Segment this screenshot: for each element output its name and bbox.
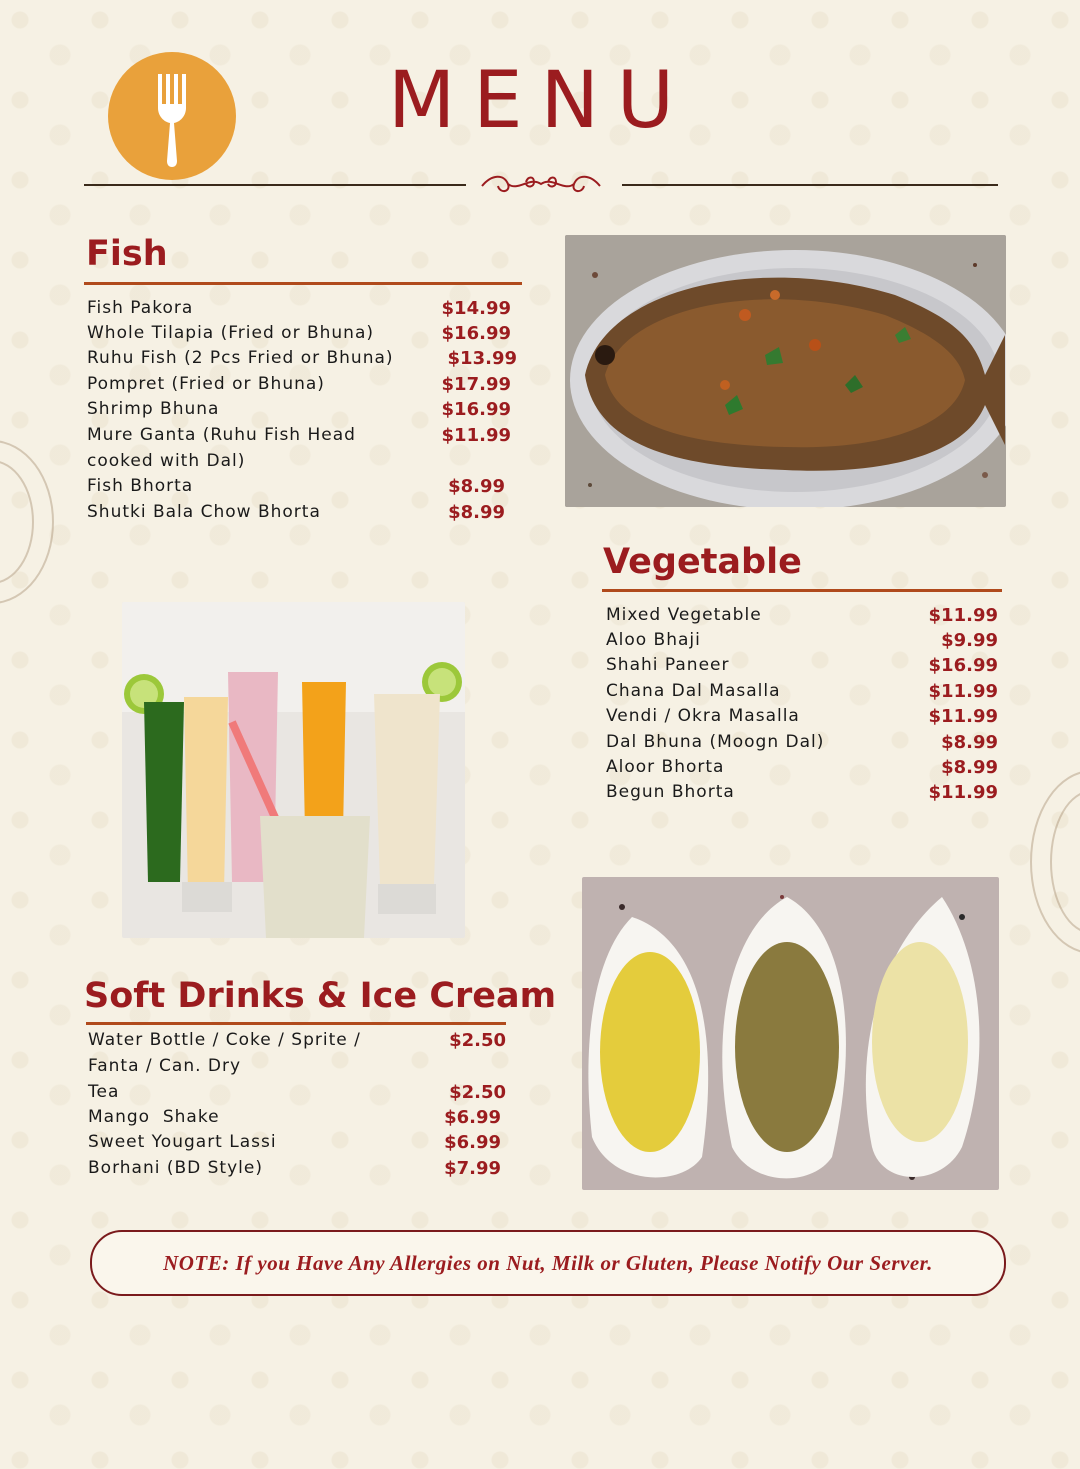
menu-item xyxy=(88,1158,508,1179)
item-name: Aloo Bhaji xyxy=(606,630,701,650)
item-name: Dal Bhuna (Moogn Dal) xyxy=(606,732,825,752)
menu-item xyxy=(606,757,998,778)
item-name: Mixed Vegetable xyxy=(606,605,762,625)
item-name: Vendi / Okra Masalla xyxy=(606,706,800,726)
drinks-section-title: Soft Drinks & Ice Cream xyxy=(84,976,557,1016)
vegetable-menu-list xyxy=(606,605,998,805)
item-name: Shrimp Bhuna xyxy=(87,399,220,419)
vegetable-section-title: Vegetable xyxy=(603,542,802,582)
item-name: Whole Tilapia (Fried or Bhuna) xyxy=(87,323,375,343)
header-rule-left xyxy=(84,184,466,186)
bhorta-plates-image xyxy=(582,877,999,1190)
item-price: $17.99 xyxy=(441,374,511,395)
menu-item xyxy=(88,1132,508,1153)
item-price: $16.99 xyxy=(441,399,511,420)
menu-item xyxy=(606,630,998,651)
fish-section-title: Fish xyxy=(86,234,168,274)
menu-item xyxy=(606,605,998,626)
menu-item xyxy=(87,374,515,395)
item-name: Fanta / Can. Dry xyxy=(88,1056,242,1076)
smoothies-image xyxy=(122,602,465,938)
drinks-photo xyxy=(122,602,465,938)
drinks-menu-list xyxy=(88,1030,508,1185)
item-name: Chana Dal Masalla xyxy=(606,681,781,701)
allergy-note-text: NOTE: If you Have Any Allergies on Nut, Milk or Gluten, Please Notify Our Server. xyxy=(163,1250,933,1275)
item-name: cooked with Dal) xyxy=(87,451,246,471)
item-price: $7.99 xyxy=(444,1158,501,1179)
allergy-note-box xyxy=(90,1230,1006,1296)
item-price: $11.99 xyxy=(928,681,998,702)
item-name: Ruhu Fish (2 Pcs Fried or Bhuna) xyxy=(87,348,394,368)
item-name: Pompret (Fried or Bhuna) xyxy=(87,374,325,394)
item-name: Begun Bhorta xyxy=(606,782,735,802)
bhorta-dishes-photo xyxy=(582,877,999,1190)
menu-item xyxy=(88,1030,508,1051)
item-name: Mure Ganta (Ruhu Fish Head xyxy=(87,425,356,445)
menu-item xyxy=(606,655,998,676)
menu-item xyxy=(606,782,998,803)
menu-item xyxy=(87,451,515,471)
item-price: $8.99 xyxy=(448,476,505,497)
flourish-ornament xyxy=(478,170,604,198)
menu-item xyxy=(88,1082,508,1103)
menu-item xyxy=(88,1107,508,1128)
item-price: $8.99 xyxy=(941,757,998,778)
fried-fish-image xyxy=(565,235,1006,507)
item-name: Water Bottle / Coke / Sprite / xyxy=(88,1030,361,1050)
item-name: Fish Pakora xyxy=(87,298,194,318)
menu-item xyxy=(87,323,515,344)
item-price: $16.99 xyxy=(441,323,511,344)
menu-item xyxy=(87,348,515,369)
menu-item xyxy=(87,298,515,319)
item-name: Tea xyxy=(88,1082,120,1102)
item-price: $8.99 xyxy=(448,502,505,523)
menu-item xyxy=(87,476,515,497)
menu-item xyxy=(87,502,515,523)
menu-item xyxy=(87,425,515,446)
menu-item xyxy=(606,732,998,753)
item-price: $16.99 xyxy=(928,655,998,676)
item-price: $11.99 xyxy=(928,605,998,626)
item-price: $13.99 xyxy=(447,348,517,369)
item-name: Mango Shake xyxy=(88,1107,220,1127)
item-name: Aloor Bhorta xyxy=(606,757,725,777)
drinks-section-rule xyxy=(86,1022,506,1025)
item-price: $11.99 xyxy=(441,425,511,446)
item-price: $9.99 xyxy=(941,630,998,651)
header-rule-right xyxy=(622,184,998,186)
item-name: Sweet Yougart Lassi xyxy=(88,1132,277,1152)
item-name: Shutki Bala Chow Bhorta xyxy=(87,502,321,522)
item-price: $8.99 xyxy=(941,732,998,753)
item-price: $2.50 xyxy=(449,1082,506,1103)
item-price: $6.99 xyxy=(444,1107,501,1128)
fish-dish-photo xyxy=(565,235,1006,507)
page-title: MENU xyxy=(387,56,693,146)
vegetable-section-rule xyxy=(602,589,1002,592)
item-name: Borhani (BD Style) xyxy=(88,1158,263,1178)
item-price: $11.99 xyxy=(928,782,998,803)
fish-section-rule xyxy=(84,282,522,285)
item-price: $6.99 xyxy=(444,1132,501,1153)
item-price: $2.50 xyxy=(449,1030,506,1051)
menu-item xyxy=(88,1056,508,1076)
menu-item xyxy=(606,706,998,727)
item-name: Shahi Paneer xyxy=(606,655,730,675)
item-name: Fish Bhorta xyxy=(87,476,194,496)
menu-item xyxy=(87,399,515,420)
item-price: $14.99 xyxy=(441,298,511,319)
menu-item xyxy=(606,681,998,702)
fish-menu-list xyxy=(87,298,515,530)
item-price: $11.99 xyxy=(928,706,998,727)
